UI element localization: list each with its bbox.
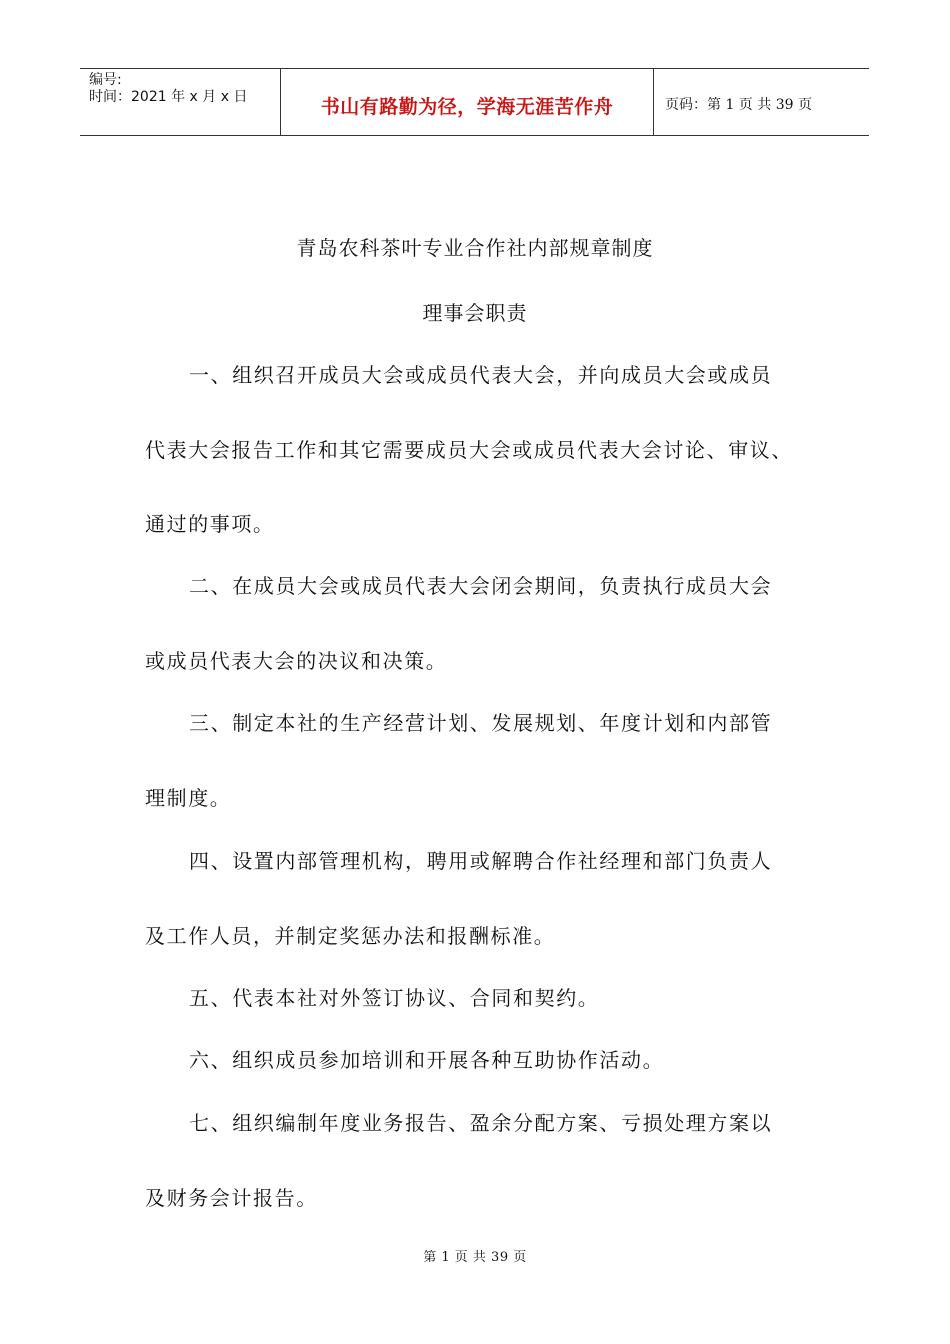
document-date-label: 时间：2021 年 x 月 x 日: [89, 89, 248, 105]
body-line: 四、设置内部管理机构，聘用或解聘合作社经理和部门负责人: [189, 849, 773, 873]
body-line: 七、组织编制年度业务报告、盈余分配方案、亏损处理方案以: [189, 1111, 773, 1135]
body-line: 理制度。: [145, 786, 232, 810]
body-line: 一、组织召开成员大会或成员代表大会，并向成员大会或成员: [189, 363, 773, 387]
header-meta-cell: [80, 69, 281, 135]
body-line: 及工作人员，并制定奖惩办法和报酬标准。: [145, 924, 556, 948]
body-line: 五、代表本社对外签订协议、合同和契约。: [189, 986, 600, 1010]
body-line: 三、制定本社的生产经营计划、发展规划、年度计划和内部管: [189, 711, 773, 735]
body-line: 二、在成员大会或成员代表大会闭会期间，负责执行成员大会: [189, 574, 773, 598]
body-line: 代表大会报告工作和其它需要成员大会或成员代表大会讨论、审议、: [145, 438, 793, 462]
body-line: 或成员代表大会的决议和决策。: [145, 649, 448, 673]
document-title: 青岛农科茶叶专业合作社内部规章制度: [296, 236, 654, 260]
header-motto: 书山有路勤为径，学海无涯苦作舟: [320, 95, 614, 118]
body-line: 六、组织成员参加培训和开展各种互助协作活动。: [189, 1048, 665, 1072]
header-page-code: 页码：第 1 页 共 39 页: [665, 97, 812, 113]
section-title: 理事会职责: [422, 301, 528, 325]
header-motto-cell: [281, 69, 654, 135]
page-header: [80, 68, 869, 136]
body-line: 及财务会计报告。: [145, 1186, 318, 1210]
document-number-label: 编号:: [89, 72, 122, 88]
body-line: 通过的事项。: [145, 512, 275, 536]
footer-page-number: 第 1 页 共 39 页: [423, 1250, 527, 1265]
header-page-cell: [654, 69, 869, 135]
